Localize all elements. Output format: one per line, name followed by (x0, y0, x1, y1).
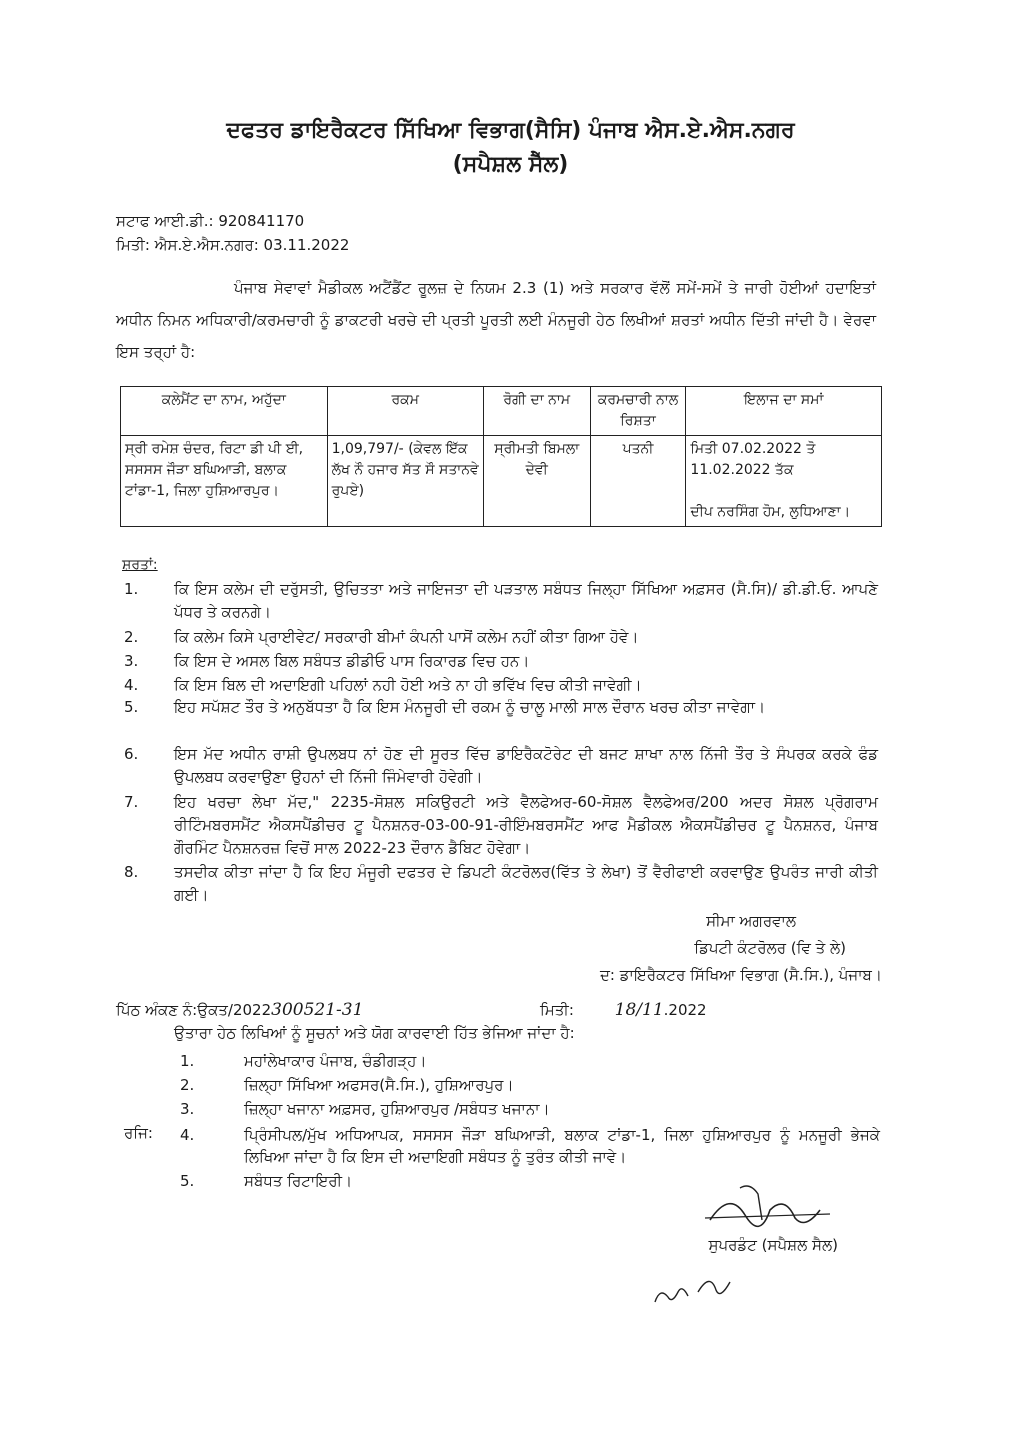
condition-item (124, 626, 878, 649)
cell-patient: ਸ੍ਰੀਮਤੀ ਬਿਮਲਾ ਦੇਵੀ (483, 436, 590, 527)
copy-number: 5. (180, 1172, 195, 1190)
condition-text: ਇਹ ਸਪੱਸ਼ਟ ਤੌਰ ਤੇ ਅਨੁਬੱਧਤਾ ਹੈ ਕਿ ਇਸ ਮੰਨਜੂਰੀ ਦੀ ਰਕਮ ਨੂੰ ਚਾਲੂ ਮਾਲੀ ਸਾਲ ਦੌਰਾਨ ਖਰਚ ਕੀਤਾ ਜਾਵੇਗਾ। (174, 698, 766, 716)
initials-graphic (650, 1262, 740, 1312)
endorsement-date-year: .2022 (663, 1001, 707, 1019)
condition-text: ਕਿ ਇਸ ਦੇ ਅਸਲ ਬਿਲ ਸਬੰਧਤ ਡੀਡੀਓ ਪਾਸ ਰਿਕਾਰਡ ਵਿਚ ਹਨ। (174, 652, 530, 670)
office-subtitle: (ਸਪੈਸ਼ਲ ਸੈੱਲ) (452, 152, 569, 177)
copy-number: 3. (180, 1100, 195, 1118)
copy-number: 2. (180, 1076, 195, 1094)
condition-item (124, 578, 878, 624)
condition-number: 3. (124, 652, 139, 670)
condition-item (124, 861, 878, 907)
condition-text: ਕਿ ਇਸ ਕਲੇਮ ਦੀ ਦਰੁੱਸਤੀ, ਉਚਿਤਤਾ ਅਤੇ ਜਾਇਜਤਾ ਦੀ ਪੜਤਾਲ ਸਬੰਧਤ ਜਿਲ੍ਹਾ ਸਿੱਖਿਆ ਅਫ਼ਸਰ (ਸੈ.ਸਿ)/ ਡੀ.ਡੀ.ਓ. ਆਪਣੇ ਪੱਧਰ ਤੇ ਕਰਨਗੇ। (174, 580, 878, 621)
signatory-name: ਸੀਮਾ ਅਗਰਵਾਲ (706, 912, 796, 930)
condition-text: ਕਿ ਕਲੇਮ ਕਿਸੇ ਪ੍ਰਾਈਵੇਟ/ ਸਰਕਾਰੀ ਬੀਮਾਂ ਕੰਪਨੀ ਪਾਸੋਂ ਕਲੇਮ ਨਹੀਂ ਕੀਤਾ ਗਿਆ ਹੋਵੇ। (174, 628, 639, 646)
condition-item (124, 696, 878, 719)
copy-text: ਸਬੰਧਤ ਰਿਟਾਇਰੀ। (244, 1172, 353, 1190)
condition-item (124, 791, 878, 860)
condition-number: 7. (124, 793, 139, 811)
office-title: ਦਫਤਰ ਡਾਇਰੈਕਟਰ ਸਿੱਖਿਆ ਵਿਭਾਗ(ਸੈਸਿ) ਪੰਜਾਬ ਐਸ.ਏ.ਐਸ.ਨਗਰ (226, 118, 795, 143)
superintendent-signature-graphic (700, 1180, 840, 1240)
table-header-row (121, 387, 882, 436)
registered-label: ਰਜਿ: (124, 1124, 153, 1142)
copy-item (180, 1098, 880, 1120)
signatory-designation: ਡਿਪਟੀ ਕੰਟਰੋਲਰ (ਵਿ ਤੇ ਲੇ) (694, 939, 846, 957)
condition-text: ਕਿ ਇਸ ਬਿਲ ਦੀ ਅਦਾਇਗੀ ਪਹਿਲਾਂ ਨਹੀ ਹੋਈ ਅਤੇ ਨਾ ਹੀ ਭਵਿੱਖ ਵਿਚ ਕੀਤੀ ਜਾਵੇਗੀ। (174, 676, 642, 694)
copy-number: 1. (180, 1052, 195, 1070)
copy-intro: ਉਤਾਰਾ ਹੇਠ ਲਿਖਿਆਂ ਨੂੰ ਸੂਚਨਾਂ ਅਤੇ ਯੋਗ ਕਾਰਵਾਈ ਹਿੱਤ ਭੇਜਿਆ ਜਾਂਦਾ ਹੈ: (174, 1024, 575, 1042)
condition-number: 4. (124, 676, 139, 694)
condition-number: 1. (124, 580, 139, 598)
cell-amount: 1,09,797/- (ਕੇਵਲ ਇੱਕ ਲੱਖ ਨੌ ਹਜਾਰ ਸੱਤ ਸੌ ਸਤਾਨਵੇ ਰੁਪਏ) (327, 436, 483, 527)
copy-item (180, 1124, 880, 1168)
hospital-name: ਦੀਪ ਨਰਸਿੰਗ ਹੋਮ, ਲੁਧਿਆਣਾ। (690, 504, 851, 520)
condition-number: 6. (124, 745, 139, 763)
conditions-heading: ਸ਼ਰਤਾਂ: (122, 557, 158, 573)
condition-text: ਇਹ ਖਰਚਾ ਲੇਖਾ ਮੱਦ," 2235-ਸੋਸ਼ਲ ਸਕਿਉਰਟੀ ਅਤੇ ਵੈਲਫੇਅਰ-60-ਸੋਸ਼ਲ ਵੈਲਫੇਅਰ/200 ਅਦਰ ਸੋਸ਼ਲ ਪ੍ਰੋਗਰਾਮ ਰੀਟਿੰਮਬਰਸਮੈਂਟ ਐਕਸਪੈਂਡੀਚਰ ਟੂ ਪੈਨਸ਼ਨਰ-03-00-91-ਰੀਇੰਮਬਰਸਮੈਂਟ ਆਫ ਮੈਡੀਕਲ ਐਕਸਪੈਂਡੀਚਰ ਟੂ ਪੈਨਸ਼ਨਰ, ਪੰਜਾਬ ਗੌਰਮਿੰਟ ਪੈਨਸ਼ਨਰਜ਼ ਵਿਚੋਂ ਸਾਲ 2022-23 ਦੌਰਾਨ ਡੈਬਿਟ ਹੋਵੇਗਾ। (174, 793, 878, 857)
condition-text: ਇਸ ਮੱਦ ਅਧੀਨ ਰਾਸ਼ੀ ਉਪਲਬਧ ਨਾਂ ਹੋਣ ਦੀ ਸੂਰਤ ਵਿੱਚ ਡਾਇਰੈਕਟੋਰੇਟ ਦੀ ਬਜਟ ਸ਼ਾਖਾ ਨਾਲ ਨਿੱਜੀ ਤੌਰ ਤੇ ਸੰਪਰਕ ਕਰਕੇ ਫੰਡ ਉਪਲਬਧ ਕਰਵਾਉਣਾ ਉਹਨਾਂ ਦੀ ਨਿੱਜੀ ਜਿੰਮੇਵਾਰੀ ਹੋਵੇਗੀ। (174, 745, 878, 786)
copy-text: ਜ਼ਿਲ੍ਹਾ ਸਿੱਖਿਆ ਅਫਸਰ(ਸੈ.ਸਿ.), ਹੁਸ਼ਿਆਰਪੁਰ। (244, 1076, 514, 1094)
condition-item (124, 743, 878, 789)
condition-number: 5. (124, 698, 139, 716)
issue-date: ਮਿਤੀ: ਐਸ.ਏ.ਐਸ.ਨਗਰ: 03.11.2022 (116, 236, 350, 254)
staff-id: ਸਟਾਫ ਆਈ.ਡੀ.: 920841170 (116, 212, 305, 230)
claim-table (120, 386, 882, 527)
signatory-office: ਦ: ਡਾਇਰੈਕਟਰ ਸਿੱਖਿਆ ਵਿਭਾਗ (ਸੈ.ਸਿ.), ਪੰਜਾਬ। (599, 966, 882, 984)
endorsement-date-label: ਮਿਤੀ: (540, 1001, 574, 1019)
signatory-block (500, 908, 882, 989)
copy-item (180, 1050, 880, 1072)
copy-text: ਪ੍ਰਿੰਸੀਪਲ/ਮੁੱਖ ਅਧਿਆਪਕ, ਸਸਸਸ ਜੌੜਾ ਬਘਿਆੜੀ, ਬਲਾਕ ਟਾਂਡਾ-1, ਜਿਲਾ ਹੁਸ਼ਿਆਰਪੁਰ ਨੂੰ ਮਨਜੂਰੀ ਭੇਜਕੇ ਲਿਖਿਆ ਜਾਂਦਾ ਹੈ ਕਿ ਇਸ ਦੀ ਅਦਾਇਗੀ ਸਬੰਧਤ ਨੂੰ ਤੁਰੰਤ ਕੀਤੀ ਜਾਵੇ। (244, 1126, 880, 1166)
header-patient: ਰੋਗੀ ਦਾ ਨਾਮ (483, 387, 590, 436)
copy-text: ਜ਼ਿਲ੍ਹਾ ਖਜਾਨਾ ਅਫ਼ਸਰ, ਹੁਸ਼ਿਆਰਪੁਰ /ਸਬੰਧਤ ਖਜਾਨਾ। (244, 1100, 550, 1118)
header-claimant: ਕਲੇਮੈਂਟ ਦਾ ਨਾਮ, ਅਹੁੱਦਾ (121, 387, 328, 436)
header-amount: ਰਕਮ (327, 387, 483, 436)
cell-relation: ਪਤਨੀ (590, 436, 686, 527)
copy-number: 4. (180, 1126, 195, 1144)
cell-period (686, 436, 882, 527)
table-row (121, 436, 882, 527)
condition-number: 2. (124, 628, 139, 646)
endorsement-number: 300521-31 (271, 1000, 364, 1020)
condition-number: 8. (124, 863, 139, 881)
superintendent-title: ਸੁਪਰਡੰਟ (ਸਪੈਸ਼ਲ ਸੈਲ) (708, 1236, 838, 1254)
endorsement-line (116, 1000, 363, 1020)
endorsement-date (540, 1000, 707, 1020)
copy-item (180, 1074, 880, 1096)
header-period: ਇਲਾਜ ਦਾ ਸਮਾਂ (686, 387, 882, 436)
condition-item (124, 674, 878, 697)
copy-text: ਮਹਾਂਲੇਖਾਕਾਰ ਪੰਜਾਬ, ਚੰਡੀਗੜ੍ਹ। (244, 1052, 427, 1070)
endorsement-date-handwritten: 18/11 (614, 1000, 664, 1020)
cell-claimant: ਸ੍ਰੀ ਰਮੇਸ਼ ਚੰਦਰ, ਰਿਟਾ ਡੀ ਪੀ ਈ, ਸਸਸਸ ਜੌੜਾ ਬਘਿਆੜੀ, ਬਲਾਕ ਟਾਂਡਾ-1, ਜਿਲਾ ਹੁਸ਼ਿਆਰਪੁਰ। (121, 436, 328, 527)
condition-item (124, 650, 878, 673)
header-relation: ਕਰਮਚਾਰੀ ਨਾਲ ਰਿਸ਼ਤਾ (590, 387, 686, 436)
treatment-dates: ਮਿਤੀ 07.02.2022 ਤੋ 11.02.2022 ਤੱਕ (690, 441, 816, 478)
intro-paragraph: ਪੰਜਾਬ ਸੇਵਾਵਾਂ ਮੈਡੀਕਲ ਅਟੈਂਡੈਂਟ ਰੂਲਜ਼ ਦੇ ਨਿਯਮ 2.3 (1) ਅਤੇ ਸਰਕਾਰ ਵੱਲੋਂ ਸਮੇਂ-ਸਮੇਂ ਤੇ ਜਾਰੀ ਹੋਈਆਂ ਹਦਾਇਤਾਂ ਅਧੀਨ ਨਿਮਨ ਅਧਿਕਾਰੀ/ਕਰਮਚਾਰੀ ਨੂੰ ਡਾਕਟਰੀ ਖਰਚੇ ਦੀ ਪ੍ਰਤੀ ਪੂਰਤੀ ਲਈ ਮੰਨਜੂਰੀ ਹੇਠ ਲਿਖੀਆਂ ਸ਼ਰਤਾਂ ਅਧੀਨ ਦਿੱਤੀ ਜਾਂਦੀ ਹੈ। ਵੇਰਵਾ ਇਸ ਤਰ੍ਹਾਂ ਹੈ: (116, 279, 876, 361)
condition-text: ਤਸਦੀਕ ਕੀਤਾ ਜਾਂਦਾ ਹੈ ਕਿ ਇਹ ਮੰਜੂਰੀ ਦਫਤਰ ਦੇ ਡਿਪਟੀ ਕੰਟਰੋਲਰ(ਵਿੱਤ ਤੇ ਲੇਖਾ) ਤੋਂ ਵੈਰੀਫਾਈ ਕਰਵਾਉਣ ਉਪਰੰਤ ਜਾਰੀ ਕੀਤੀ ਗਈ। (174, 863, 878, 904)
endorsement-label: ਪਿੱਠ ਅੰਕਣ ਨੰ:ਉਕਤ/2022 (116, 1001, 272, 1019)
